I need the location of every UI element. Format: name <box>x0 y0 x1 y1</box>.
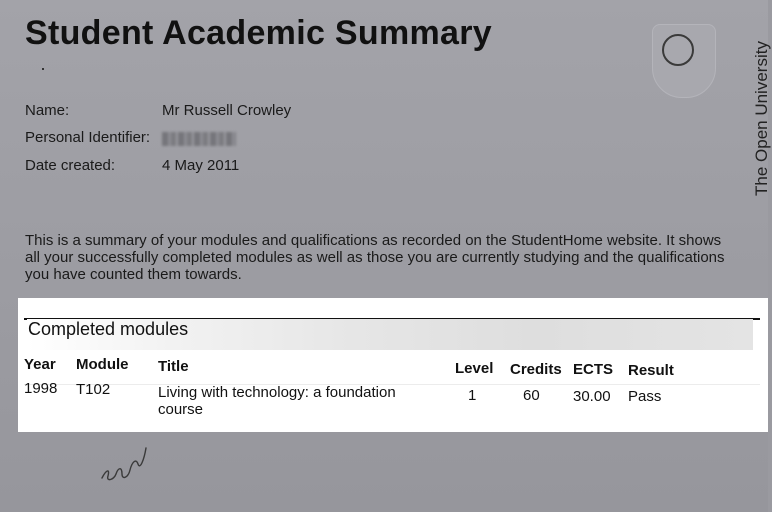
row-year: 1998 <box>24 380 58 397</box>
name-value: Mr Russell Crowley <box>162 102 292 119</box>
col-module: Module <box>76 356 129 373</box>
row-title-line1: Living with technology: a foundation <box>158 384 396 401</box>
row-ects: 30.00 <box>573 388 611 405</box>
handwritten-scribble <box>96 430 156 490</box>
intro-paragraph: This is a summary of your modules and qualifications as recorded on the StudentHome website. It shows all your successfully completed modules as well as those you are currently studying and the qualifications you have counted them towards. <box>25 232 725 283</box>
university-name: The Open University <box>752 41 771 196</box>
row-level: 1 <box>468 387 477 404</box>
name-label: Name: <box>25 102 70 119</box>
date-created-value: 4 May 2011 <box>162 157 240 174</box>
col-level: Level <box>455 360 494 377</box>
col-year: Year <box>24 356 56 373</box>
col-result: Result <box>628 362 674 379</box>
date-created-label: Date created: <box>25 157 116 174</box>
personal-identifier-redacted <box>162 130 236 147</box>
section-heading: Completed modules <box>27 319 753 350</box>
col-credits: Credits <box>510 361 562 378</box>
row-module: T102 <box>76 381 111 398</box>
personal-identifier-label: Personal Identifier: <box>25 129 151 146</box>
col-title: Title <box>158 358 189 375</box>
stray-mark <box>42 68 44 70</box>
col-ects: ECTS <box>573 361 614 378</box>
row-result: Pass <box>628 388 662 405</box>
university-logo <box>652 24 716 98</box>
page-title: Student Academic Summary <box>25 14 492 52</box>
completed-modules-section <box>18 298 768 432</box>
logo-circle-icon <box>662 34 694 66</box>
row-title-line2: course <box>158 401 204 418</box>
row-credits: 60 <box>523 387 540 404</box>
